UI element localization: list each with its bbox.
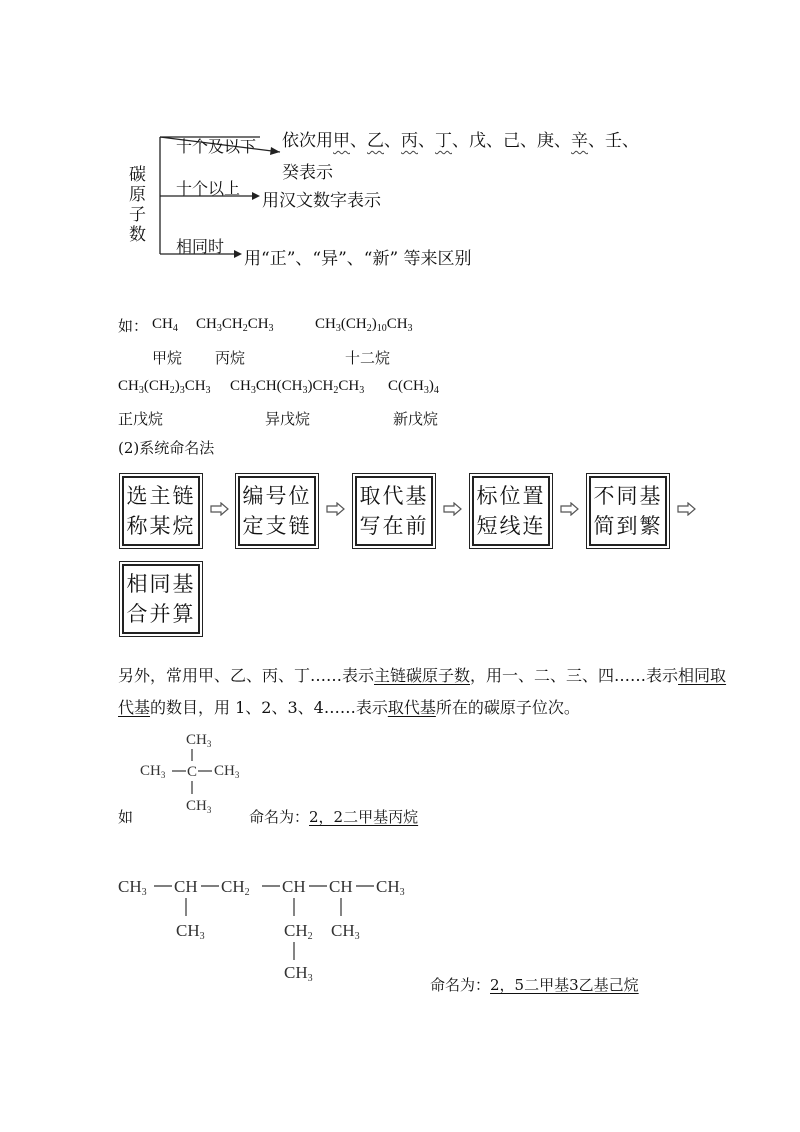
arrow-right-icon (210, 502, 230, 516)
branch2-text: 用汉文数字表示 (262, 191, 381, 211)
svg-text:CH3: CH3 (118, 877, 147, 898)
arrow-right-icon (677, 502, 697, 516)
svg-text:C: C (187, 764, 198, 780)
section-title: (2)系统命名法 (118, 439, 215, 457)
branch1-label: 十个及以下 (176, 137, 257, 156)
svg-text:CH: CH (282, 877, 306, 896)
svg-text:CH3: CH3 (376, 877, 405, 898)
root-char-3: 子 (129, 205, 146, 225)
name-n-pentane: 正戊烷 (118, 410, 164, 428)
formula-neopentane: $C(CH_3)_4$ (388, 378, 439, 396)
branch3-label: 相同时 (176, 237, 225, 256)
paragraph-line-1: 另外，常用甲、乙、丙、丁……表示主链碳原子数，用一、二、三、四……表示相同取 (118, 666, 727, 685)
svg-text:CH3: $CH_3$ (140, 763, 166, 780)
paragraph-line-2: 代基的数目，用 1、2、3、4……表示取代基所在的碳原子位次。 (118, 698, 580, 717)
svg-text:CH3: $CH_3$ (186, 798, 212, 815)
examples-intro: 如： (118, 317, 149, 335)
name-methane: 甲烷 (152, 349, 183, 367)
root-char-4: 数 (129, 225, 146, 245)
structure-dimethyl-ethylhexane (112, 872, 432, 984)
formula-dodecane: $CH_3(CH_2)_{10}CH_3$ (315, 316, 413, 334)
example1-name: 命名为：2，2二甲基丙烷 (249, 808, 419, 826)
branch1-line2: 癸表示 (282, 163, 333, 183)
name-propane: 丙烷 (215, 349, 246, 367)
step-box-2: 编号位 定支链 (238, 476, 316, 546)
svg-text:CH3: $CH_3$ (214, 763, 240, 780)
branch1-text: 依次用甲、乙、丙、丁、戊、己、庚、辛、壬、 (282, 131, 639, 151)
example2-name: 命名为：2，5二甲基3乙基己烷 (430, 976, 639, 994)
branch2-label: 十个以上 (176, 179, 241, 198)
svg-text:CH2: CH2 (221, 877, 250, 898)
svg-text:CH3: CH3 (284, 963, 313, 984)
example1-prefix: 如 (118, 808, 134, 826)
arrow-right-icon (560, 502, 580, 516)
step-box-3: 取代基 写在前 (355, 476, 433, 546)
name-neopentane: 新戊烷 (393, 410, 439, 428)
name-isopentane: 异戊烷 (265, 410, 311, 428)
formula-isopentane: $CH_3CH(CH_3)CH_2CH_3$ (230, 378, 365, 396)
root-char-2: 原 (129, 185, 146, 205)
svg-text:CH: CH (174, 877, 198, 896)
arrow-right-icon (326, 502, 346, 516)
svg-text:CH3: $CH_3$ (186, 732, 212, 749)
name-dodecane: 十二烷 (345, 349, 391, 367)
step-box-6: 相同基 合并算 (122, 564, 200, 634)
svg-text:CH3: CH3 (331, 921, 360, 942)
arrow-right-icon (443, 502, 463, 516)
formula-n-pentane: $CH_3(CH_2)_3CH_3$ (118, 378, 211, 396)
formula-propane: $CH_3CH_2CH_3$ (196, 316, 274, 334)
structure-dimethylpropane (130, 728, 260, 820)
root-char-1: 碳 (129, 165, 146, 185)
formula-methane: $CH_4$ (152, 316, 178, 334)
step-box-4: 标位置 短线连 (472, 476, 550, 546)
step-box-5: 不同基 简到繁 (589, 476, 667, 546)
svg-text:CH: CH (329, 877, 353, 896)
svg-text:CH2: CH2 (284, 921, 313, 942)
svg-text:CH3: CH3 (176, 921, 205, 942)
branch3-text: 用“正”、“异”、“新” 等来区别 (244, 249, 472, 269)
step-box-1: 选主链 称某烷 (122, 476, 200, 546)
